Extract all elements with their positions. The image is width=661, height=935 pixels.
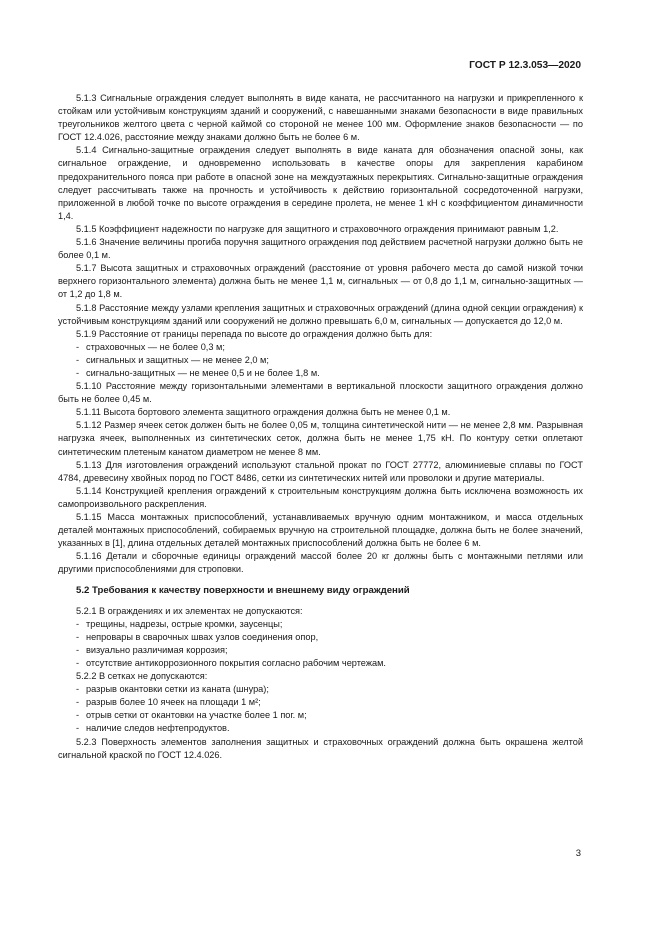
paragraph: 5.2.3 Поверхность элементов заполнения защитных и страховочных ограждений должна быть окрашена желтой сигнальной краской по ГОСТ 12.4.026. bbox=[58, 736, 583, 760]
paragraph: 5.1.8 Расстояние между узлами крепления защитных и страховочных ограждений (длина одной секции ограждения) к устойчивым конструкциям зданий или сооружений не должно превышать 6,0 м, сигнальных — допускается до 12,0 м. bbox=[58, 302, 583, 326]
paragraph: 5.1.6 Значение величины прогиба поручня защитного ограждения под действием расчетной нагрузки должно быть не более 0,1 м. bbox=[58, 237, 583, 261]
list-item-text: отрыв сетки от окантовки на участке более 1 пог. м; bbox=[86, 710, 307, 721]
paragraph: 5.1.7 Высота защитных и страховочных ограждений (расстояние от уровня рабочего места до самой низкой точки верхнего горизонтального элемента) должна быть не менее 1,1 м, сигнальных — от 0,8 до 1,1 м, сигнально-защитных — от 1,2 до 1,8 м. bbox=[58, 263, 583, 300]
list-item-text: сигнально-защитных — не менее 0,5 и не более 1,8 м. bbox=[86, 367, 320, 378]
paragraph: 5.1.15 Масса монтажных приспособлений, устанавливаемых вручную одним монтажником, и масса отдельных деталей монтажных приспособлений, собираемых вручную на строительной площадке, должна быть не более значений, указанных в [1], длина отдельных деталей монтажных приспособлений должна быть не более 6 м. bbox=[58, 512, 583, 549]
paragraph: 5.1.4 Сигнально-защитные ограждения следует выполнять в виде каната для обозначения опасной зоны, как сигнальное ограждение, и одновременно использовать в качестве опоры для закрепления карабином предохранительного пояса при работе в опасной зоне на междуэтажных перекрытиях. Сигнально-защитные ограждения следует рассчитывать также на прочность и устойчивость к действию горизонтальной сосредоточенной нагрузки, приложенной в любой точке по высоте ограждения в середине пролета, не менее 1 кН с коэффициентом динамичности 1,4. bbox=[58, 145, 583, 221]
list-dash: - bbox=[76, 723, 80, 734]
list-item bbox=[58, 709, 583, 722]
document-body bbox=[58, 92, 583, 762]
list-item bbox=[58, 354, 583, 367]
list-dash: - bbox=[76, 367, 80, 378]
paragraph: 5.1.9 Расстояние от границы перепада по высоте до ограждения должно быть для: bbox=[76, 328, 433, 339]
section-heading: 5.2 Требования к качеству поверхности и внешнему виду ограждений bbox=[76, 585, 410, 597]
list-dash: - bbox=[76, 618, 80, 629]
paragraph: 5.2.1 В ограждениях и их элементах не допускаются: bbox=[76, 605, 303, 616]
paragraph: 5.1.10 Расстояние между горизонтальными элементами в вертикальной плоскости защитного ограждения должно быть не более 0,45 м. bbox=[58, 381, 583, 405]
list-item-text: наличие следов нефтепродуктов. bbox=[86, 723, 230, 734]
list-item bbox=[58, 341, 583, 354]
list-dash: - bbox=[76, 684, 80, 695]
list-item-text: отсутствие антикоррозионного покрытия согласно рабочим чертежам. bbox=[86, 657, 386, 668]
list-item-text: страховочных — не более 0,3 м; bbox=[86, 341, 225, 352]
list-item-text: сигнальных и защитных — не менее 2,0 м; bbox=[86, 354, 269, 365]
paragraph: 5.1.11 Высота бортового элемента защитного ограждения должна быть не менее 0,1 м. bbox=[76, 407, 451, 418]
list-item-text: непровары в сварочных швах узлов соединения опор, bbox=[86, 631, 319, 642]
paragraph: 5.1.12 Размер ячеек сеток должен быть не более 0,05 м, толщина синтетической нити — не менее 2,8 мм. Разрывная нагрузка ячеек, выполненных из синтетических сеток, должна быть не менее 1,75 кН. По контуру сетки оплетают синтетическим плетеным канатом диаметром не менее 8 мм. bbox=[58, 420, 583, 457]
page-number: 3 bbox=[575, 848, 581, 859]
list-item bbox=[58, 631, 583, 644]
list-item-text: визуально различимая коррозия; bbox=[86, 644, 228, 655]
list-dash: - bbox=[76, 710, 80, 721]
list-item bbox=[58, 367, 583, 380]
list-dash: - bbox=[76, 354, 80, 365]
list-dash: - bbox=[76, 697, 80, 708]
paragraph: 5.1.16 Детали и сборочные единицы ограждений массой более 20 кг должны быть с монтажными петлями или другими приспособлениями для строповки. bbox=[58, 551, 583, 575]
list-item bbox=[58, 722, 583, 735]
document-code-header: ГОСТ Р 12.3.053—2020 bbox=[469, 60, 581, 71]
paragraph: 5.2.2 В сетках не допускаются: bbox=[76, 671, 208, 682]
list-dash: - bbox=[76, 631, 80, 642]
list-item-text: разрыв более 10 ячеек на площади 1 м²; bbox=[86, 697, 261, 708]
list-dash: - bbox=[76, 341, 80, 352]
paragraph: 5.1.5 Коэффициент надежности по нагрузке для защитного и страховочного ограждения принимают равным 1,2. bbox=[76, 223, 559, 234]
paragraph: 5.1.14 Конструкцией крепления ограждений к строительным конструкциям должна быть исключена возможность их самопроизвольного раскрепления. bbox=[58, 485, 583, 509]
list-dash: - bbox=[76, 657, 80, 668]
list-item-text: разрыв окантовки сетки из каната (шнура); bbox=[86, 684, 269, 695]
list-item bbox=[58, 644, 583, 657]
list-item bbox=[58, 657, 583, 670]
list-item bbox=[58, 618, 583, 631]
paragraph: 5.1.3 Сигнальные ограждения следует выполнять в виде каната, не рассчитанного на нагрузки и прикрепленного к стойкам или устойчивым конструкциям зданий и сооружений, с навешанными знаками безопасности в виде правильных треугольников желтого цвета с черной каймой со стороной не менее 100 мм. Оформление знаков безопасности — по ГОСТ 12.4.026, расстояние между знаками должно быть не более 6 м. bbox=[58, 93, 583, 143]
list-dash: - bbox=[76, 644, 80, 655]
list-item-text: трещины, надрезы, острые кромки, заусенцы; bbox=[86, 618, 283, 629]
paragraph: 5.1.13 Для изготовления ограждений используют стальной прокат по ГОСТ 27772, алюминиевые сплавы по ГОСТ 4784, древесину хвойных пород по ГОСТ 8486, сетки из синтетических нитей или проволоки и другие материалы. bbox=[58, 459, 583, 483]
list-item bbox=[58, 683, 583, 696]
list-item bbox=[58, 696, 583, 709]
